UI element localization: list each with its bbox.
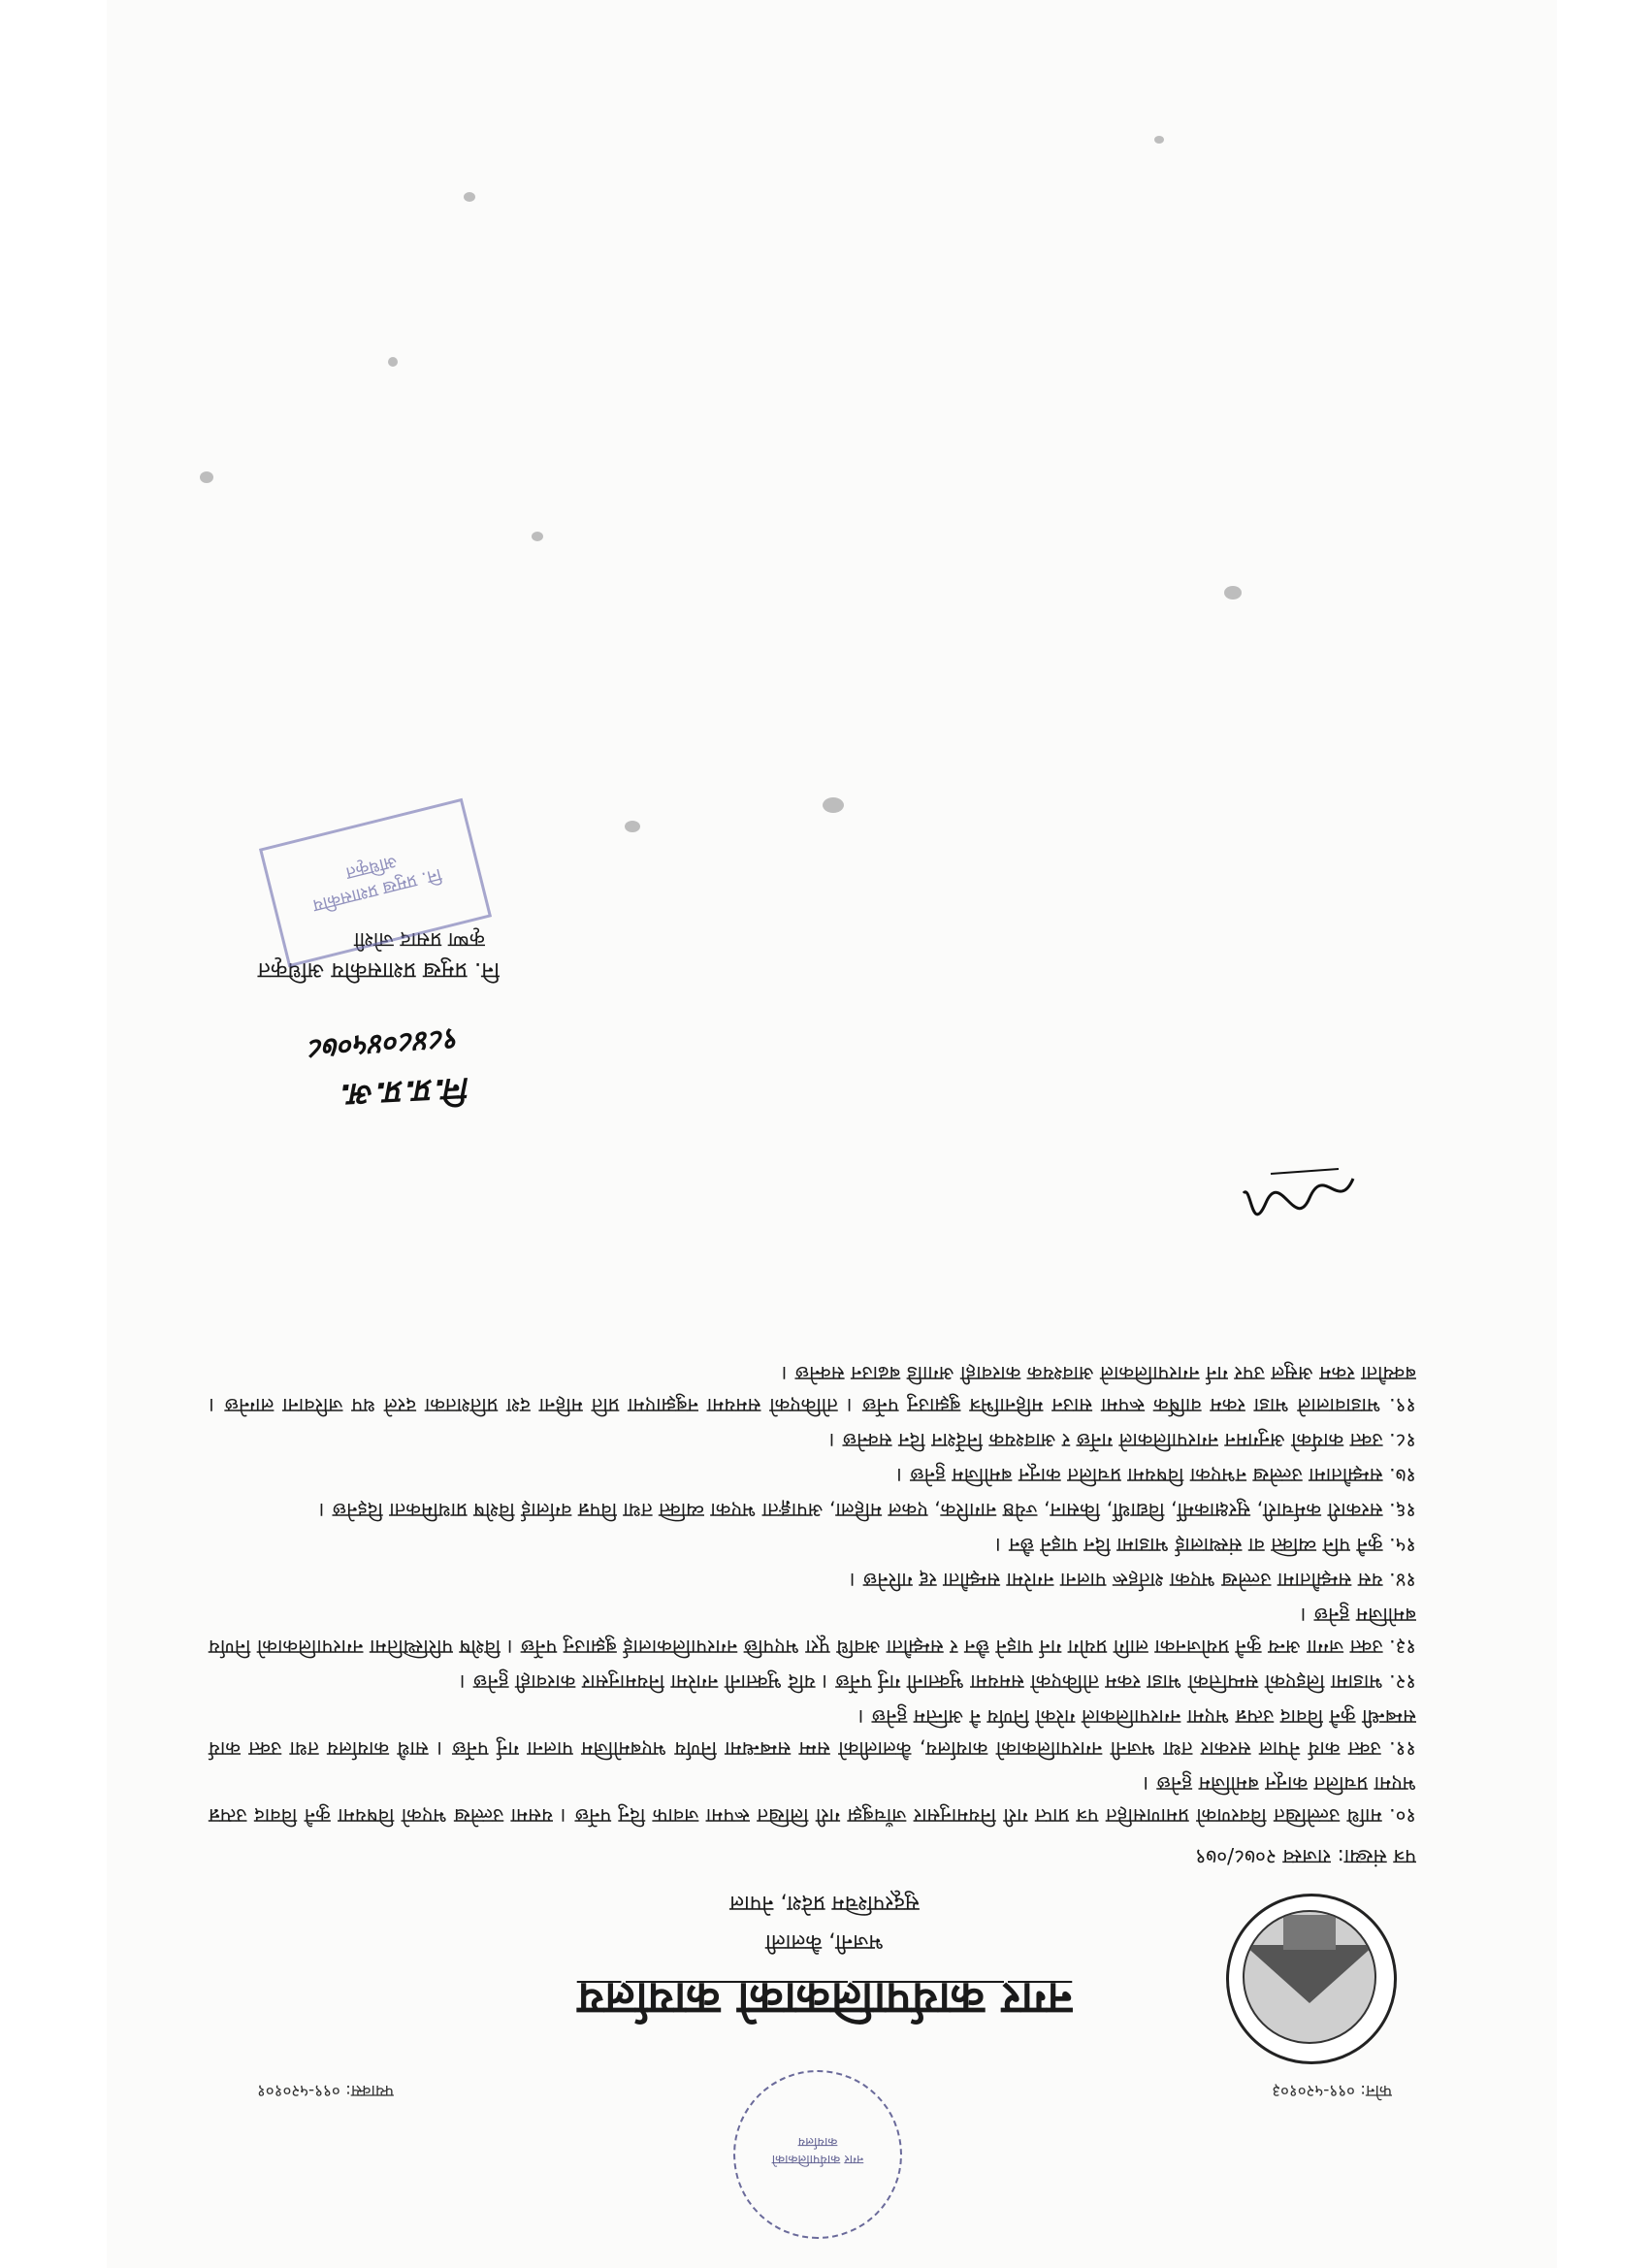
scan-speck [823, 797, 844, 813]
scan-speck [1154, 136, 1164, 144]
clause: १७. सम्झौतामा उल्लेख नभएका विषयमा प्रचलित कानून बमोजिम हुनेछ । [895, 1464, 1416, 1487]
letter-reference: पत्र संख्या: राजस्व २०७८/०७९ [1195, 1845, 1416, 1868]
handwritten-signature [1242, 1154, 1358, 1222]
handwritten-phone: ९८४८०४५०७८ [307, 1021, 462, 1066]
province-name: सुदूरपश्चिम प्रदेश, नेपाल [729, 1891, 920, 1915]
clause: १२. भाडामा लिइएको सम्पत्तिको भाडा रकम तोकिएको समयमा भुक्तानी गर्नु पर्नेछ । यदि भुक्तानी नगरेमा नियमानुसार कारवाही हुनेछ । [459, 1670, 1416, 1694]
handwritten-note: नि.प्र.प्र.अ. [338, 1070, 471, 1115]
scan-speck [1224, 586, 1242, 599]
letter-body [209, 1354, 1416, 1831]
clause: ११. उक्त कार्य नेपाल सरकार तथा भजनी नगरपालिकाको कार्यालय, कैलालीको सम्म सम्बन्धमा निर्णय भएबमोजिम पालना गर्नु पर्नेछ । साथै कार्यालय तथा उक्त कार्य सम्बन्धी कुनै विवाद उत्पन्न भएमा नगरपालिकाले गरेको निर्णय नै अन्तिम हुनेछ । [209, 1705, 1416, 1761]
clause: १९. भाडावालाले भाडा रकम वार्षिक रूपमा साउन महिनाभित्र बुझाउनु पर्नेछ । तोकिएको समयमा नबुझाएमा प्रति महिना दश प्रतिशतका दरले थप जरिवाना लाग्नेछ । बक्यौता रकम असुल उपर गर्न नगरपालिकाले आवश्यक कारवाही अगाडि बढाउन सक्नेछ । [209, 1362, 1416, 1417]
clause: १८. उक्त कार्यको अनुगमन नगरपालिकाले गर्नेछ र आवश्यक निर्देशन दिन सक्नेछ । [828, 1429, 1416, 1452]
clause: १४. यस सम्झौतामा उल्लेख भएका शर्तहरू पालना नगरेमा सम्झौता रद्द गरिनेछ । [849, 1569, 1416, 1592]
fax-number: फ्याक्स: ०९९-५२०१०१ [257, 2081, 394, 2100]
scan-speck [200, 471, 213, 483]
scan-speck [532, 532, 543, 541]
scan-speck [625, 821, 640, 832]
office-location: भजनी, कैलाली [765, 1929, 884, 1954]
scan-speck [464, 192, 475, 202]
scan-speck [388, 357, 398, 367]
signer-designation: नि. प्रमुख प्रशासकीय अधिकृत [257, 957, 500, 983]
office-title: नगर कार्यपालिकाको कार्यालय [576, 1973, 1073, 2025]
clause: १०. माथि उल्लेखित विवरणको प्रमाणसहित पत्र प्राप्त गरी नियमानुसार जाँचबुझ गरी लिखित रूपमा जवाफ दिनु पर्नेछ । यसमा उल्लेख भएको विषयमा कुनै विवाद उत्पन्न भएमा प्रचलित कानून बमोजिम हुनेछ । [209, 1772, 1416, 1828]
seal-label: नगर कार्यपालिकाको कार्यालय [771, 2134, 864, 2166]
clause: १५. कुनै पनि व्यक्ति वा संस्थालाई भाडामा दिन पाइने छैन । [994, 1534, 1416, 1557]
stamp-label: नि. प्रमुख प्रशासकीय अधिकृत [310, 851, 444, 916]
phone-number: फोन: ०९९-५२०१०३ [1272, 2081, 1392, 2100]
clause: १३. उक्त जग्गा अन्य कुनै प्रयोजनका लागि प्रयोग गर्न पाइने छैन र सम्झौता अवधि पूरा भएपछि नगरपालिकालाई बुझाउनु पर्नेछ । विशेष परिस्थितिमा नगरपालिकाको निर्णय बमोजिम हुनेछ । [209, 1604, 1416, 1659]
office-seal-stamp [733, 2070, 902, 2239]
clause: १६. सरकारी कर्मचारी, सुरक्षाकर्मी, विद्यार्थी, किसान, ज्येष्ठ नागरिक, एकल महिला, अपाङ्गता भएका व्यक्ति तथा विपन्न वर्गलाई विशेष प्राथमिकता दिइनेछ । [318, 1499, 1416, 1522]
signer-name: कृष्ण प्रसाद जोशी [354, 928, 485, 952]
